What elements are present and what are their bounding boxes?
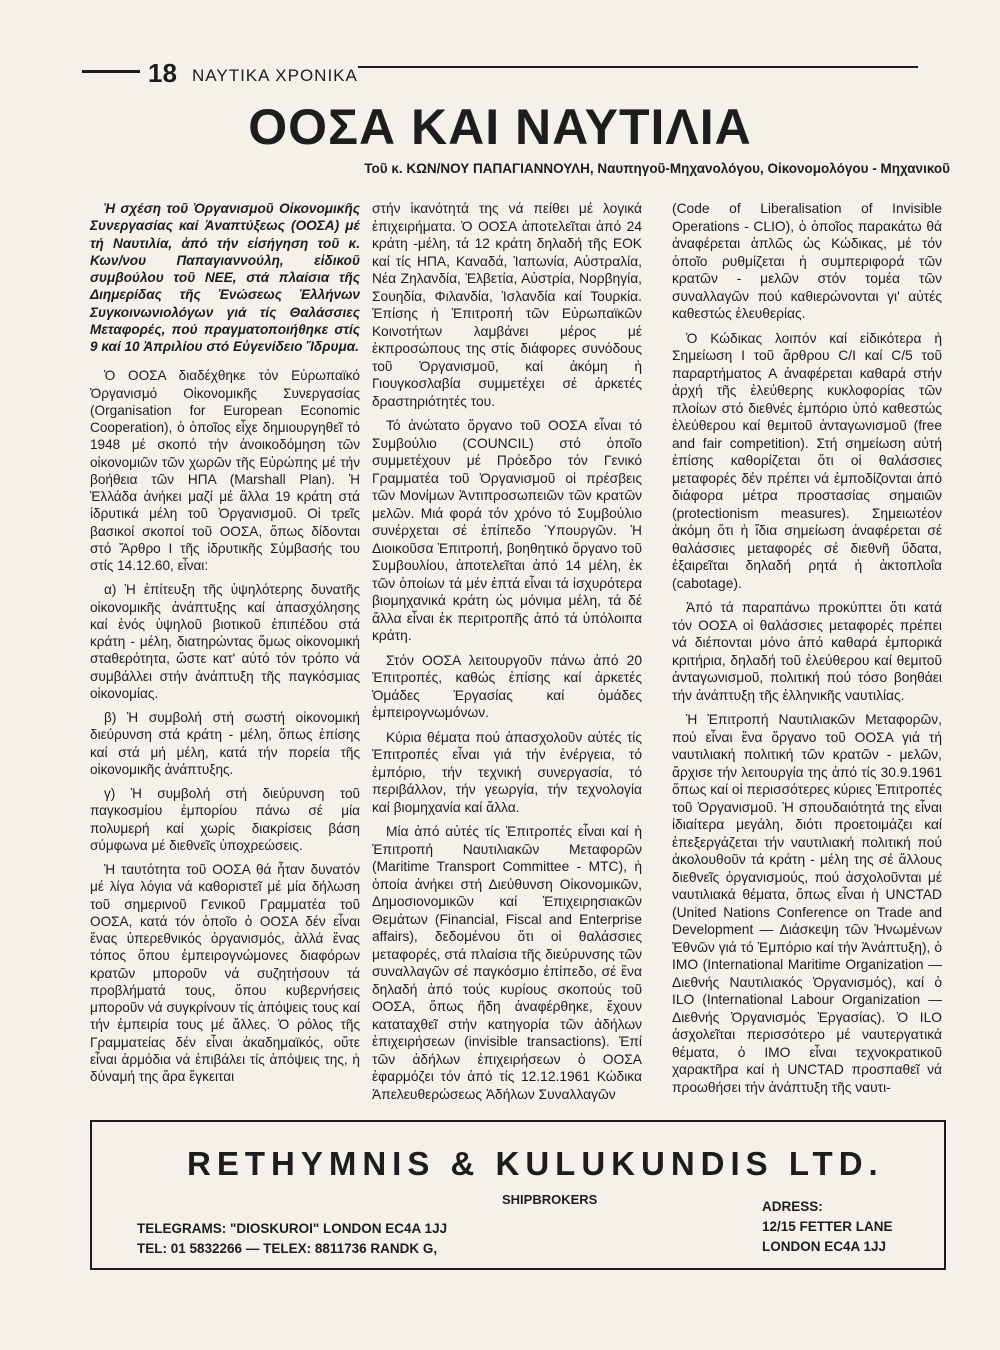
article-column-2	[372, 200, 642, 1103]
header-rule-right	[358, 66, 918, 68]
ad-telephone: TEL: 01 5832266 — TELEX: 8811736 RANDK G,	[137, 1241, 438, 1256]
article-column-1	[90, 200, 360, 1085]
body-paragraph: Ὁ Κώδικας λοιπόν καί εἰδικότερα ἡ Σημείωση Ι τοῦ ἄρθρου C/I καί C/5 τοῦ παραρτήματος Α ἀναφέρεται καθαρά στήν ἀρχή τῆς ἐλεύθερης κυκλοφορίας τῶν πλοίων στό διεθνές ἐμπόριο ὑπό καθεστώς ἐλεύθερου καί θεμιτοῦ ἀνταγωνισμοῦ (free and fair competition). Στή σημείωση αὐτή ἐπίσης καθορίζεται ὅτι οἱ θαλάσσιες μεταφορές δέν πρέπει νά ἐμποδίζονται ἀπό διάφορα μέτρα προστασίας σημαιῶν (protectionism measures). Σημειωτέον ἀκόμη ὅτι ἡ ἴδια σημείωση ἀναφέρεται σέ θαλάσσιες μεταφορές σέ διεθνῆ ὕδατα, ἐξαιρεῖται δηλαδή ρητά ἡ ἀκτοπλοΐα (cabotage).	[672, 330, 942, 591]
ad-address-line-1: 12/15 FETTER LANE	[762, 1219, 893, 1234]
header-rule-left	[82, 70, 140, 73]
body-paragraph: (Code of Liberalisation of Invisible Operations - CLIO), ὁ ὁποῖος παρακάτω θά ἀναφέρεται ἁπλῶς ὡς Κώδικας, μέ τόν ὁποῖο ρυθμίζεται ἡ συμπεριφορά τῶν κρατῶν - μελῶν στόν τομέα τῶν συναλλαγῶν πού καθιερώνονται γι' αὐτές καθεστώς ἐλευθερίας.	[672, 201, 942, 321]
body-paragraph: Μία ἀπό αὐτές τίς Ἐπιτροπές εἶναι καί ἡ Ἐπιτροπή Ναυτιλιακῶν Μεταφορῶν (Maritime Transport Committee - MTC), ἡ ὁποία ἀνήκει στή Διεύθυνση Οἰκονομικῶν, Δημοσιονομικῶν καί Ἐπιχειρησιακῶν Θεμάτων (Financial, Fiscal and Enterprise affairs), δεδομένου ὅτι οἱ θαλάσσιες μεταφορές, στά πλαίσια τῆς διεύρυνσης τῶν συναλλαγῶν σέ παγκόσμιο ἐπίπεδο, σέ ἕνα δηλαδή ἀπό τούς κυρίους σκοπούς τοῦ ΟΟΣΑ, ὅπως ἤδη ἀναφέρθηκε, ἔχουν καταταχθεῖ στήν κατηγορία τῶν ἀδήλων ἐπιχειρήσεων (invisible transactions). Ἐπί τῶν ἀδήλων ἐπιχειρήσεων ὁ ΟΟΣΑ ἐφαρμόζει τόν ἀπό τίς 12.12.1961 Κώδικα Ἀπελευθερώσεως Ἀδήλων Συναλλαγῶν	[372, 824, 642, 1102]
advertisement-box	[90, 1120, 946, 1270]
body-paragraph: Στόν ΟΟΣΑ λειτουργοῦν πάνω ἀπό 20 Ἐπιτροπές, καθώς ἐπίσης καί ἀρκετές Ὁμάδες Ἐργασίας καί ὁμάδες ἐμπειρογνωμόνων.	[372, 652, 642, 720]
ad-role: SHIPBROKERS	[502, 1192, 598, 1207]
body-paragraph: Κύρια θέματα πού ἀπασχολοῦν αὐτές τίς Ἐπιτροπές εἶναι γιά τήν ἐνέργεια, τό ἐμπόριο, τήν τεχνική συνεργασία, τό περιβάλλον, τήν γεωργία, τήν τεχνολογία καί βιομηχανία καί ἄλλα.	[372, 729, 642, 815]
body-paragraph: Τό ἀνώτατο ὄργανο τοῦ ΟΟΣΑ εἶναι τό Συμβούλιο (COUNCIL) στό ὁποῖο συμμετέχουν μέ Πρόεδρο τόν Γενικό Γραμματέα τοῦ Ὀργανισμοῦ οἱ πρέσβεις τῶν Μονίμων Ἀντιπροσωπειῶν τῶν κρατῶν μελῶν. Μιά φορά τόν χρόνο τό Συμβούλιο συνέρχεται σέ ἐπίπεδο Ὑπουργῶν. Ἡ Διοικοῦσα Ἐπιτροπή, βοηθητικό ὄργανο τοῦ Συμβουλίου, ἀποτελεῖται ἀπό 14 μέλη, ἐκ τῶν ὁποίων τά μέν ἑπτά εἶναι τά ἰσχυρότερα βιομηχανικά κράτη ὡς μόνιμα μέλη, τά δέ ἄλλα εἶναι ἐκ περιτροπῆς ἀπό τά ὑπόλοιπα κράτη.	[372, 418, 642, 643]
body-paragraph: στήν ἱκανότητά της νά πείθει μέ λογικά ἐπιχειρήματα. Ὁ ΟΟΣΑ ἀποτελεῖται ἀπό 24 κράτη -μέλη, τά 12 κράτη δηλαδή τῆς ΕΟΚ καί τίς ΗΠΑ, Καναδά, Ἰαπωνία, Αὐστραλία, Νέα Ζηλανδία, Ἑλβετία, Αὐστρία, Νορβηγία, Σουηδία, Φιλανδία, Ἰσλανδία καί Τουρκία. Ἐπίσης ἡ Ἐπιτροπή τῶν Εὐρωπαϊκῶν Κοινοτήτων λαμβάνει μέρος μέ ἐκπροσώπους της στίς διάφορες συνόδους τοῦ Ὀργανισμοῦ, καί ἀκόμη ἡ Γιουγκοσλαβία συμμετέχει σέ ἀρκετές δραστηριότητές του.	[372, 201, 642, 409]
body-paragraph: γ) Ἡ συμβολή στή διεύρυνση τοῦ παγκοσμίου ἐμπορίου πάνω σέ μία πολυμερή καί χωρίς διακρίσεις βάση σύμφωνα μέ διεθνεῖς ὑποχρεώσεις.	[90, 786, 360, 853]
body-paragraph: Ὁ ΟΟΣΑ διαδέχθηκε τόν Εὐρωπαϊκό Ὀργανισμό Οἰκονομικῆς Συνεργασίας (Organisation for European Economic Cooperation), ὁ ὁποῖος εἶχε δημιουργηθεῖ τό 1948 μέ σκοπό τήν ἀνοικοδόμηση τῶν οἰκονομιῶν τῶν χωρῶν τῆς Εὐρώπης μέ τήν βοήθεια τῶν ΗΠΑ (Marshall Plan). Ἡ Ἑλλάδα ἀνήκει μαζί μέ ἄλλα 19 κράτη στά ἱδρυτικά μέλη τοῦ Ὀργανισμοῦ. Οἱ τρεῖς βασικοί σκοποί τοῦ ΟΟΣΑ, ὅπως δίδονται στό Ἄρθρο Ι τῆς ἱδρυτικῆς Σύμβασής του στίς 14.12.60, εἶναι:	[90, 368, 360, 573]
body-paragraph: Ἡ ταυτότητα τοῦ ΟΟΣΑ θά ἦταν δυνατόν μέ λίγα λόγια νά καθοριστεῖ μέ μία δήλωση τοῦ σημερινοῦ Γενικοῦ Γραμματέα τοῦ ΟΟΣΑ, κατά τόν ὁποῖο ὁ ΟΟΣΑ δέν εἶναι ἕνας ὑπερεθνικός ὀργανισμός, ἀλλά ἕνας τόπος ὅπου ἐμπειρογνώμονες διαφόρων κρατῶν μποροῦν νά συζητήσουν τά προβλήματά τους, ὅπου κυβερνήσεις μποροῦν νά συγκρίνουν τίς ἀπόψεις τους καί τήν ἐμπειρία τους μέ ἄλλες. Ὁ ρόλος τῆς Γραμματείας δέν εἶναι ἀκαδημαϊκός, οὔτε εἶναι ἁρμόδια νά ἐπιβάλει τίς ἀπόψεις της, ἡ δύναμή της ἅρα ἔγκειται	[90, 862, 360, 1084]
ad-address-label: ADRESS:	[762, 1199, 823, 1214]
article-title: ΟΟΣΑ ΚΑΙ ΝΑΥΤΙΛΙΑ	[248, 99, 752, 155]
ad-address-line-2: LONDON EC4A 1JJ	[762, 1239, 887, 1254]
article-column-3	[672, 200, 942, 1096]
article-author: Τοῦ κ. ΚΩΝ/ΝΟΥ ΠΑΠΑΓΙΑΝΝΟΥΛΗ, Ναυπηγοῦ-Μηχανολόγου, Οἰκονομολόγου - Μηχανικοῦ	[364, 161, 950, 176]
magazine-name: ΝΑΥΤΙΚΑ ΧΡΟΝΙΚΑ	[192, 66, 358, 85]
lead-paragraph: Ἡ σχέση τοῦ Ὀργανισμοῦ Οἰκονομικῆς Συνεργασίας καί Ἀναπτύξεως (ΟΟΣΑ) μέ τή Ναυτιλία, ἀπό τήν εἰσήγηση τοῦ κ. Κων/νου Παπαγιαννούλη, εἰδικοῦ συμβούλου τοῦ ΝΕΕ, στά πλαίσια τῆς Διημερίδας τῆς Ἑνώσεως Ἑλλήνων Συγκοινωνιολόγων γιά τίς Θαλάσσιες Μεταφορές, πού πραγματοποιήθηκε στίς 9 καί 10 Ἀπριλίου στό Εὐγενίδειο Ἵδρυμα.	[90, 201, 360, 354]
body-paragraph: Ἡ Ἐπιτροπή Ναυτιλιακῶν Μεταφορῶν, πού εἶναι ἕνα ὄργανο τοῦ ΟΟΣΑ γιά τή ναυτιλιακή πολιτική τῶν κρατῶν - μελῶν, ἄρχισε τήν λειτουργία της ἀπό τίς 30.9.1961 ὅπως καί οἱ περισσότερες κύριες Ἐπιτροπές τοῦ Ὀργανισμοῦ. Ἡ σπουδαιότητά της εἶναι ἰδιαίτερα μεγάλη, διότι προετοιμάζει καί ἐπεξεργάζεται τήν ναυτιλιακή πολιτική πού ἀκολουθοῦν τά κράτη - μέλη της σέ ἄλλους διεθνεῖς ὀργανισμούς, πού ἀσχολοῦνται μέ ναυτιλιακά θέματα, ὅπως εἶναι ἡ UNCTAD (United Nations Conference on Trade and Development — Διάσκεψη τῶν Ἡνωμένων Ἐθνῶν γιά τό Ἐμπόριο καί τήν Ἀνάπτυξη), ὁ IMO (International Maritime Organization — Διεθνής Ναυτιλιακός Ὀργανισμός), καί ὁ ILO (International Labour Organization — Διεθνής Ὀργανισμός Ἐργασίας). Ὁ ILO ἀσχολεῖται περισσότερο μέ ναυτεργατικά θέματα, ὁ IMO εἶναι τεχνοκρατικοῦ χαρακτῆρα καί ἡ UNCTAD προσπαθεῖ νά προωθήσει τήν ἀνάπτυξη τῆς ναυτι-	[672, 712, 942, 1095]
ad-telegrams: TELEGRAMS: "DIOSKUROI" LONDON EC4A 1JJ	[137, 1221, 448, 1236]
body-paragraph: Ἀπό τά παραπάνω προκύπτει ὅτι κατά τόν ΟΟΣΑ οἱ θαλάσσιες μεταφορές πρέπει νά διέπονται μόνο ἀπό καθαρά ἐμπορικά κριτήρια, δηλαδή τοῦ ἐλεύθερου καί θεμιτοῦ ἀνταγωνισμοῦ, πολιτική πού τόσο βοηθάει τήν ἀνάπτυξη τῆς ἑλληνικῆς ναυτιλίας.	[672, 600, 942, 703]
ad-company-name: RETHYMNIS & KULUKUNDIS LTD.	[187, 1145, 884, 1182]
body-paragraph: α) Ἡ ἐπίτευξη τῆς ὑψηλότερης δυνατῆς οἰκονομικῆς ἀνάπτυξης καί ἀπασχόλησης καί ἑνός ὑψηλοῦ βιοτικοῦ ἐπιπέδου στά κράτη - μέλη, διατηρώντας ὅμως οἰκονομική σταθερότητα, ὥστε κατ' αὐτό τόν τρόπο νά συμβάλλει στήν ἀνάπτυξη τῆς παγκόσμιας οἰκονομίας.	[90, 582, 360, 701]
page-number: 18	[148, 58, 177, 88]
body-paragraph: β) Ἡ συμβολή στή σωστή οἰκονομική διεύρυνση στά κράτη - μέλη, ὅπως ἐπίσης καί στά μή μέλη, κατά τήν πορεία τῆς οἰκονομικῆς ἀνάπτυξης.	[90, 710, 360, 777]
